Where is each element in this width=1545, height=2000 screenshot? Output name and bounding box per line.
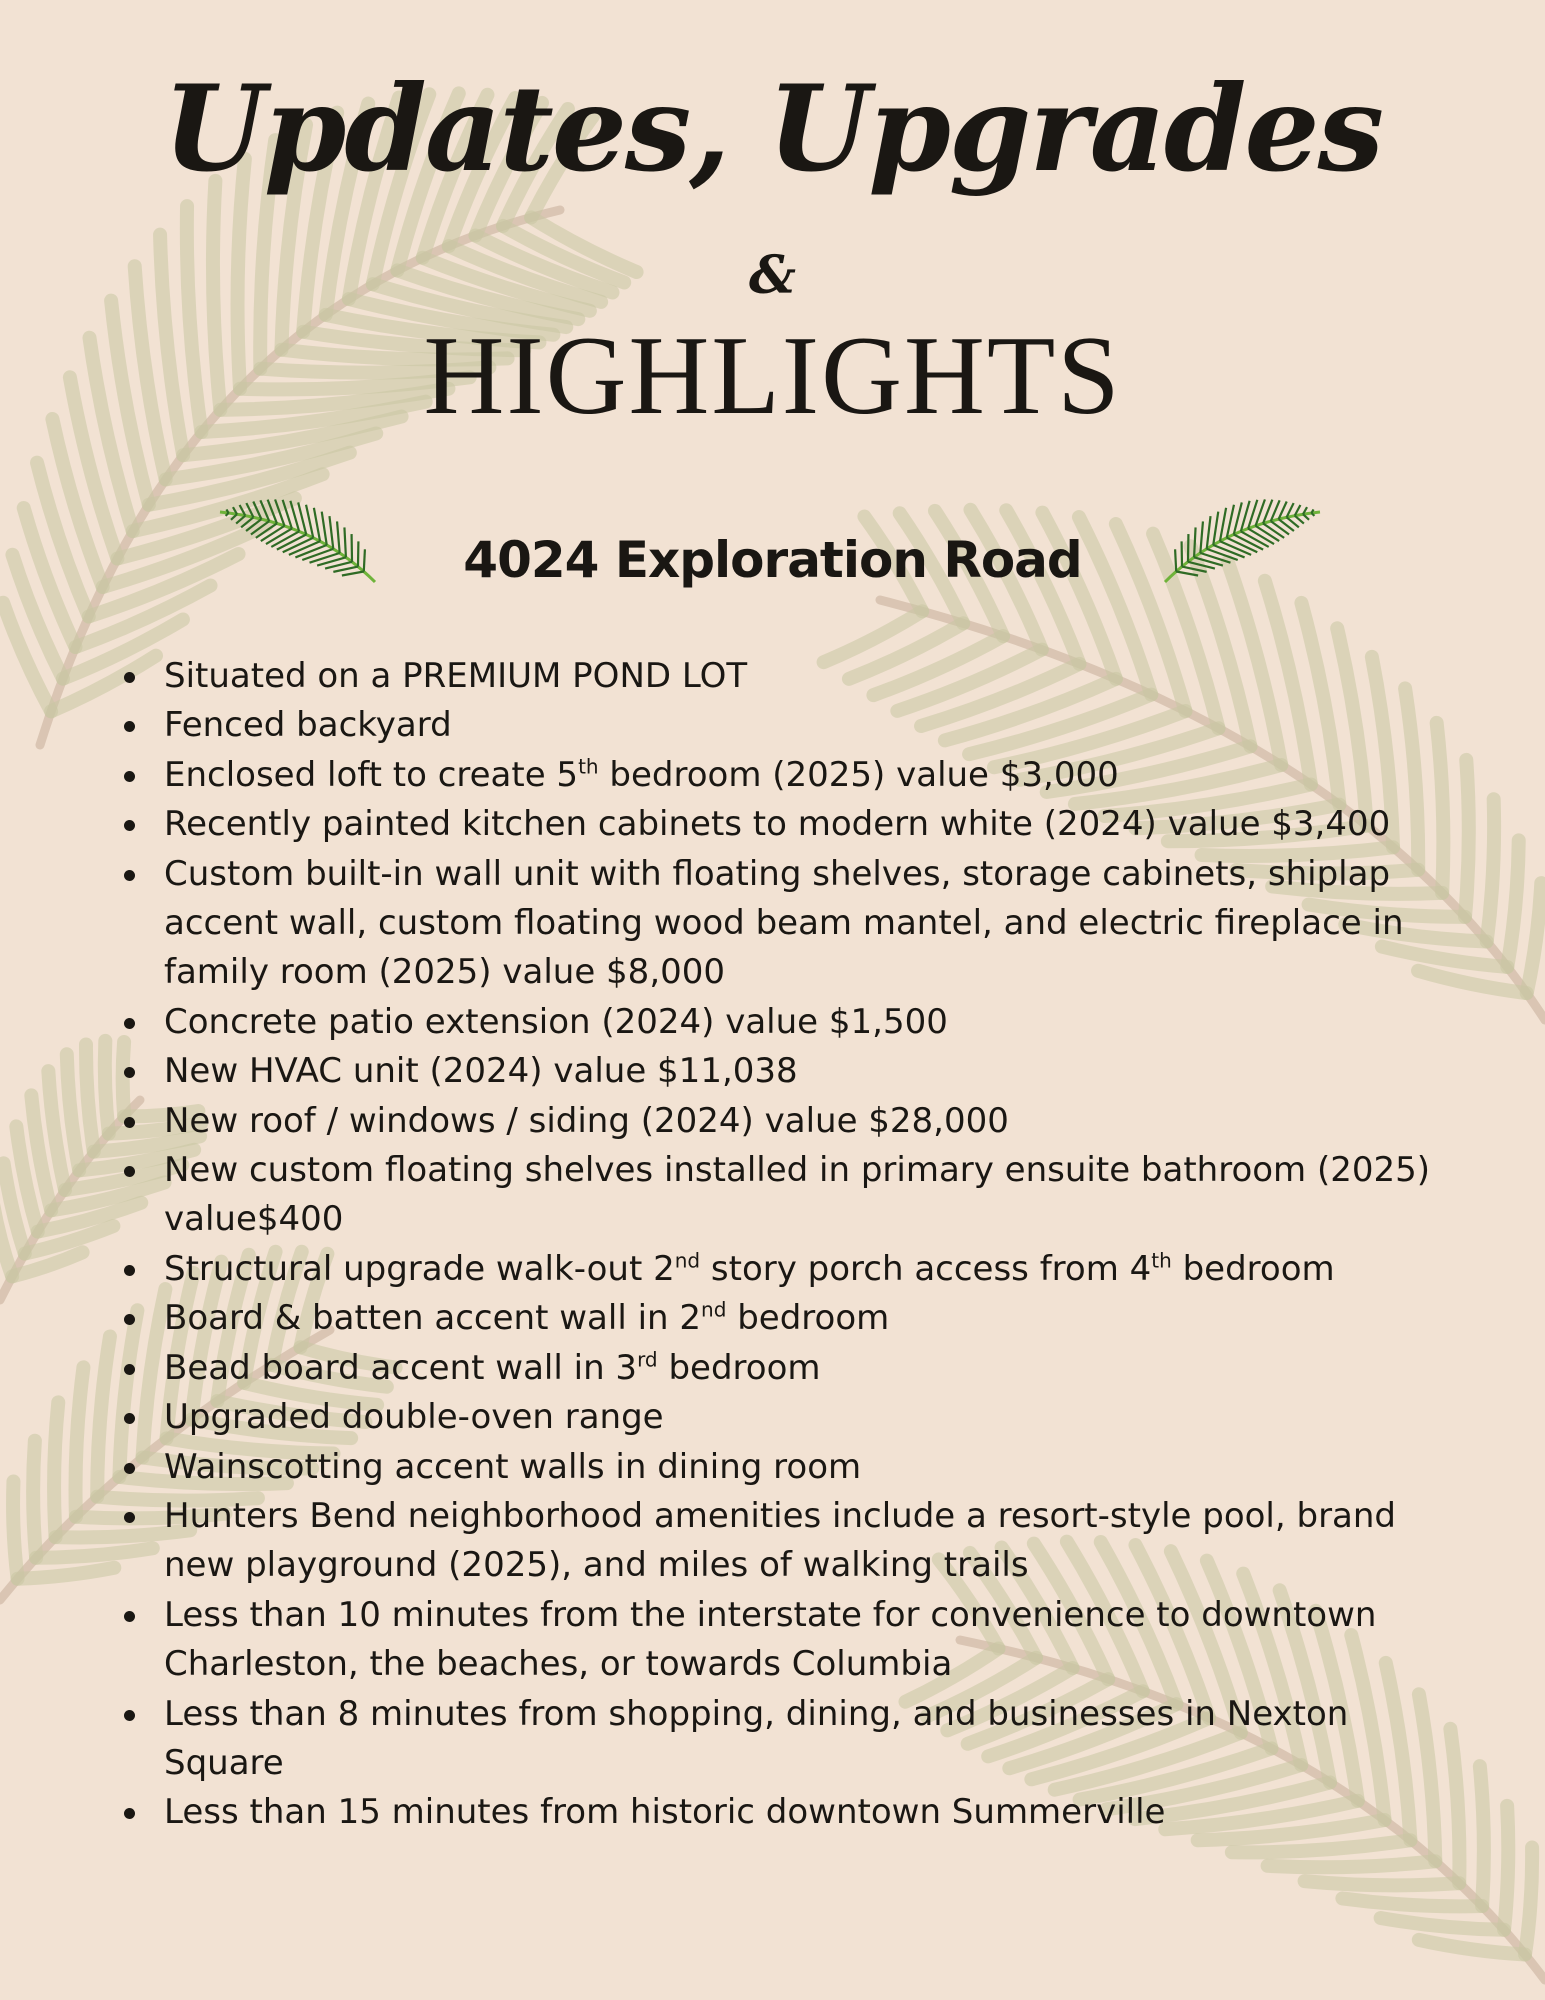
highlight-text: Recently painted kitchen cabinets to modern white (2024) value $3,400 (164, 804, 1391, 845)
bullet-icon (124, 1314, 135, 1325)
highlight-text: Upgraded double-oven range (164, 1397, 664, 1438)
bullet-icon (124, 1067, 135, 1078)
highlight-text: story porch access from 4 (700, 1248, 1152, 1289)
highlight-item (112, 998, 1432, 1047)
highlight-item (112, 800, 1432, 849)
highlight-text: Bead board accent wall in 3 (164, 1347, 638, 1388)
highlight-text: Less than 15 minutes from historic downtown Summerville (164, 1792, 1166, 1833)
bullet-icon (124, 1710, 135, 1721)
bullet-icon (124, 1166, 135, 1177)
highlight-text: bedroom (2025) value $3,000 (598, 754, 1119, 795)
highlight-text: New HVAC unit (2024) value $11,038 (164, 1051, 798, 1092)
bullet-icon (124, 1018, 135, 1029)
highlight-text: Concrete patio extension (2024) value $1,500 (164, 1001, 948, 1042)
ordinal-suffix: nd (674, 1248, 701, 1273)
highlight-text: Hunters Bend neighborhood amenities include a resort-style pool, brand new playground (2025), and miles of walking trails (164, 1495, 1397, 1586)
highlight-item (112, 850, 1432, 998)
highlight-item (112, 1097, 1432, 1146)
ampersand: & (749, 245, 796, 306)
ordinal-suffix: th (1151, 1248, 1172, 1273)
bullet-icon (124, 1413, 135, 1424)
highlight-text: bedroom (1171, 1248, 1335, 1289)
highlight-text: New custom floating shelves installed in primary ensuite bathroom (2025) value$400 (164, 1150, 1431, 1240)
highlight-text: Custom built-in wall unit with floating shelves, storage cabinets, shiplap accent wall, custom floating wood beam mantel, and electric fireplace in family room (2025) value $8,000 (164, 853, 1404, 993)
highlight-item (112, 1393, 1432, 1442)
bullet-icon (124, 721, 135, 732)
script-title: Updates, Upgrades (162, 59, 1383, 198)
highlight-text: New roof / windows / siding (2024) value $28,000 (164, 1100, 1009, 1141)
page-title: HIGHLIGHTS (423, 314, 1122, 438)
highlight-item (112, 1146, 1432, 1245)
highlight-text: Less than 10 minutes from the interstate for convenience to downtown Charleston, the beaches, or towards Columbia (164, 1594, 1377, 1685)
highlight-text: bedroom (726, 1298, 890, 1339)
highlight-text: Enclosed loft to create 5 (164, 754, 579, 795)
highlight-item (112, 1492, 1432, 1591)
bullet-icon (124, 672, 135, 683)
highlight-item (112, 751, 1432, 800)
highlight-item (112, 1344, 1432, 1393)
highlight-text: Board & batten accent wall in 2 (164, 1298, 702, 1339)
property-address: 4024 Exploration Road (463, 531, 1082, 589)
bullet-icon (124, 1808, 135, 1819)
bullet-icon (124, 1463, 135, 1474)
bullet-icon (124, 1611, 135, 1622)
highlight-text: Fenced backyard (164, 705, 452, 746)
highlight-item (112, 1245, 1432, 1294)
bullet-icon (124, 870, 135, 881)
ordinal-suffix: th (578, 754, 599, 779)
highlight-text: bedroom (657, 1347, 821, 1388)
highlight-text: Wainscotting accent walls in dining room (164, 1446, 862, 1487)
highlight-item (112, 652, 1432, 701)
bullet-icon (124, 1265, 135, 1276)
highlight-item (112, 1591, 1432, 1690)
highlight-item (112, 1690, 1432, 1789)
highlight-text: Less than 8 minutes from shopping, dining, and businesses in Nexton Square (164, 1693, 1349, 1783)
highlight-item (112, 1788, 1432, 1837)
bullet-icon (124, 1512, 135, 1523)
ordinal-suffix: rd (637, 1347, 658, 1372)
highlight-item (112, 1047, 1432, 1096)
ordinal-suffix: nd (701, 1297, 727, 1322)
bullet-icon (124, 820, 135, 831)
highlight-text: Structural upgrade walk-out 2 (164, 1248, 675, 1289)
palm-frond-icon (1155, 482, 1335, 592)
bullet-icon (124, 1364, 135, 1375)
bullet-icon (124, 1117, 135, 1128)
highlight-item (112, 1294, 1432, 1343)
bullet-icon (124, 771, 135, 782)
highlight-item (112, 1443, 1432, 1492)
highlight-text: Situated on a PREMIUM POND LOT (164, 656, 748, 696)
highlights-list (112, 652, 1432, 1838)
highlight-item (112, 701, 1432, 750)
